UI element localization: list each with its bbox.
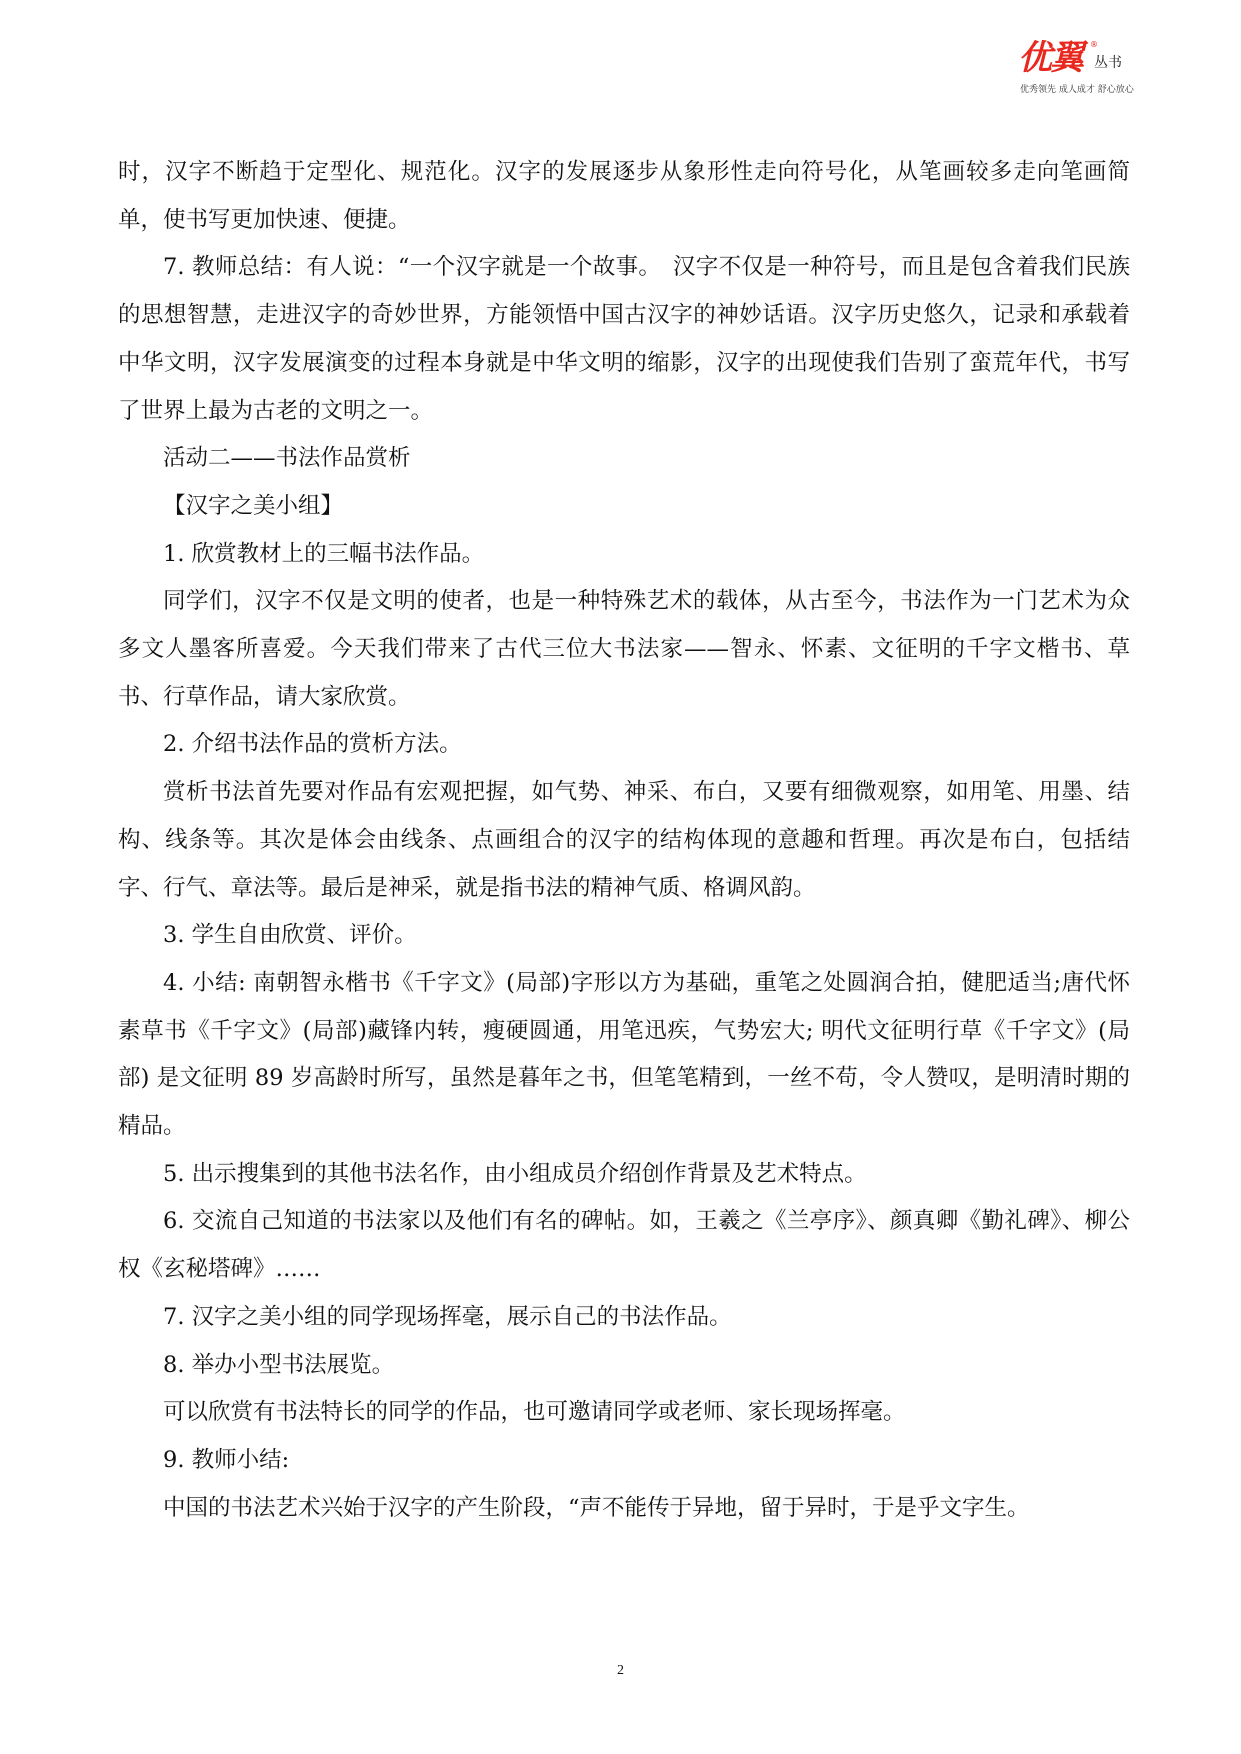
document-body	[118, 149, 1130, 1532]
logo-series-label: 丛书	[1094, 55, 1122, 71]
paragraph: 中国的书法艺术兴始于汉字的产生阶段，“声不能传于异地，留于异时，于是乎文字生。	[163, 1494, 1030, 1521]
paragraph: 同学们，汉字不仅是文明的使者，也是一种特殊艺术的载体，从古至今，书法作为一门艺术为众多文人墨客所喜爱。今天我们带来了古代三位大书法家——智永、怀素、文征明的千字文楷书、草书、行草作品，请大家欣赏。	[118, 588, 1130, 710]
list-item: 8. 举办小型书法展览。	[163, 1351, 395, 1378]
brand-logo	[1018, 38, 1148, 98]
paragraph: 时，汉字不断趋于定型化、规范化。汉字的发展逐步从象形性走向符号化，从笔画较多走向笔画简单，使书写更加快速、便捷。	[118, 159, 1130, 233]
list-item: 5. 出示搜集到的其他书法名作，由小组成员介绍创作背景及艺术特点。	[163, 1160, 867, 1187]
list-item: 7. 汉字之美小组的同学现场挥毫，展示自己的书法作品。	[163, 1303, 732, 1330]
registered-mark: ®	[1090, 40, 1098, 49]
logo-mark: 优翼	[1018, 38, 1082, 78]
list-item: 1. 欣赏教材上的三幅书法作品。	[163, 540, 485, 567]
list-item: 9. 教师小结:	[163, 1446, 290, 1473]
paragraph: 可以欣赏有书法特长的同学的作品，也可邀请同学或老师、家长现场挥毫。	[163, 1399, 906, 1426]
paragraph: 7. 教师总结：有人说：“一个汉字就是一个故事。 汉字不仅是一种符号，而且是包含着我们民族的思想智慧，走进汉字的奇妙世界，方能领悟中国古汉字的神妙话语。汉字历史悠久，记录和承载着中华文明，汉字发展演变的过程本身就是中华文明的缩影，汉字的出现使我们告别了蛮荒年代，书写了世界上最为古老的文明之一。	[118, 254, 1130, 424]
logo-tagline: 优秀领先 成人成才 舒心放心	[1020, 85, 1134, 95]
list-item: 4. 小结: 南朝智永楷书《千字文》(局部)字形以方为基础，重笔之处圆润合拍，健肥适当;唐代怀素草书《千字文》(局部)藏锋内转，瘦硬圆通，用笔迅疾，气势宏大; 明代文征明行草《千字文》(局部) 是文征明 89 岁高龄时所写，虽然是暮年之书，但笔笔精到，一丝不苟，令人赞叹，是明清时期的精品。	[118, 969, 1130, 1140]
group-heading: 【汉字之美小组】	[163, 492, 344, 519]
list-item: 6. 交流自己知道的书法家以及他们有名的碑帖。如，王羲之《兰亭序》、颜真卿《勤礼碑》、柳公权《玄秘塔碑》……	[118, 1208, 1130, 1283]
list-item: 3. 学生自由欣赏、评价。	[163, 922, 417, 949]
section-heading: 活动二——书法作品赏析	[163, 445, 411, 472]
list-item: 2. 介绍书法作品的赏析方法。	[163, 731, 462, 758]
paragraph: 赏析书法首先要对作品有宏观把握，如气势、神采、布白，又要有细微观察，如用笔、用墨、结构、线条等。其次是体会由线条、点画组合的汉字的结构体现的意趣和哲理。再次是布白，包括结字、行气、章法等。最后是神采，就是指书法的精神气质、格调风韵。	[118, 779, 1130, 901]
page-number: 2	[617, 1663, 624, 1678]
